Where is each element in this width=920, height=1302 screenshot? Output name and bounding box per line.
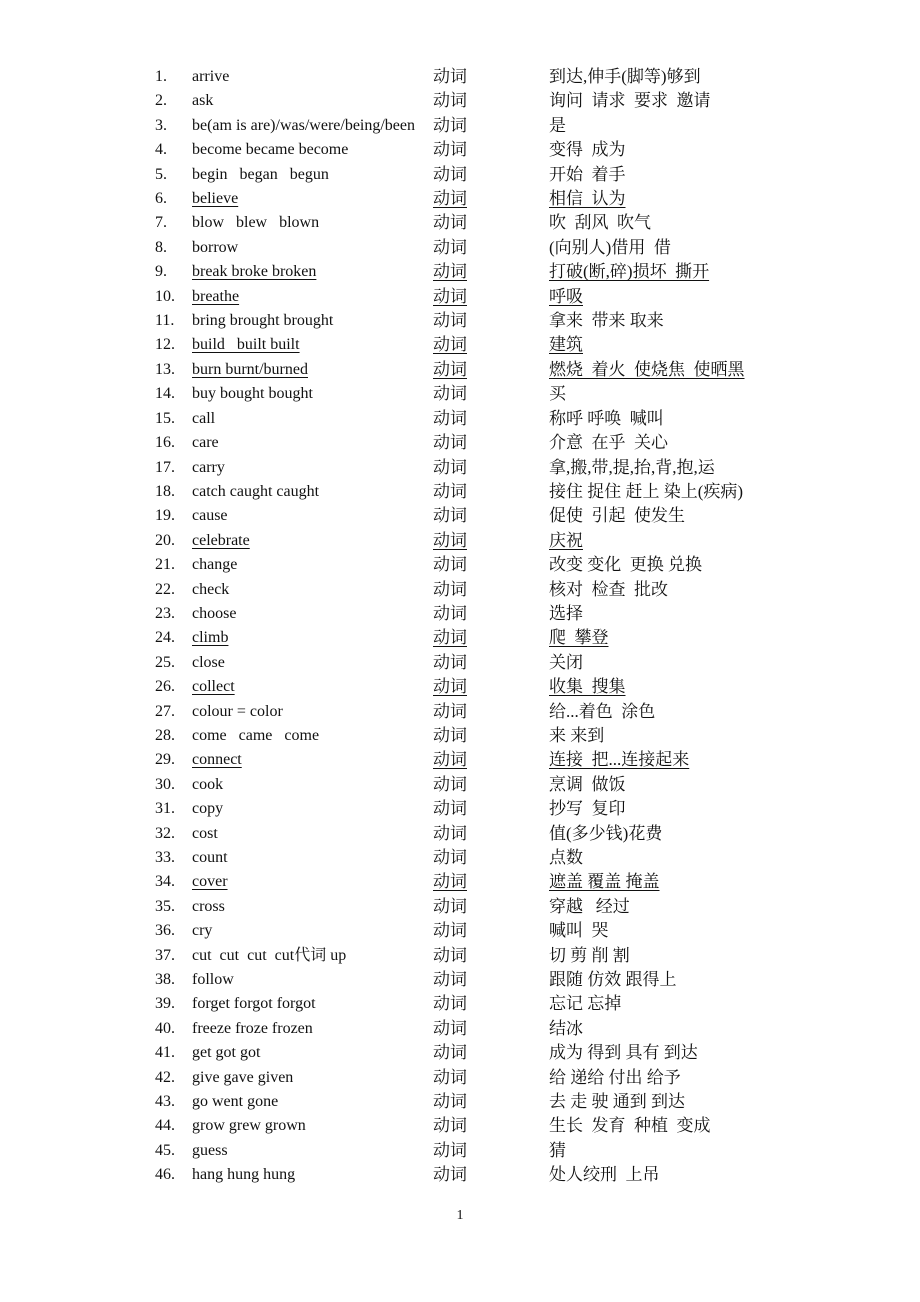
part-of-speech: 动词 xyxy=(433,921,467,941)
row-number: 25. xyxy=(155,653,175,671)
row-number: 26. xyxy=(155,678,175,696)
english-word: cause xyxy=(192,507,228,525)
chinese-meaning: 核对 检查 批改 xyxy=(549,579,668,599)
part-of-speech: 动词 xyxy=(433,1140,467,1160)
chinese-meaning: 来 来到 xyxy=(549,725,605,745)
row-number: 41. xyxy=(155,1044,175,1062)
row-number: 14. xyxy=(155,385,175,403)
english-word: be(am is are)/was/were/being/been xyxy=(192,116,416,134)
chinese-meaning: 是 xyxy=(549,115,566,135)
vocab-row xyxy=(155,724,890,748)
vocab-row xyxy=(155,114,890,138)
part-of-speech: 动词 xyxy=(433,189,467,209)
vocab-row xyxy=(155,602,890,626)
english-word: climb xyxy=(192,629,229,647)
row-number: 4. xyxy=(155,141,167,159)
english-word: guess xyxy=(192,1141,228,1159)
vocab-row xyxy=(155,504,890,528)
vocab-row xyxy=(155,773,890,797)
english-word: hang hung hung xyxy=(192,1166,296,1184)
row-number: 15. xyxy=(155,409,175,427)
row-number: 46. xyxy=(155,1166,175,1184)
vocab-row xyxy=(155,968,890,992)
row-number: 3. xyxy=(155,116,167,134)
chinese-meaning: 称呼 呼唤 喊叫 xyxy=(549,408,664,428)
vocab-row xyxy=(155,700,890,724)
vocab-row xyxy=(155,675,890,699)
english-word: catch caught caught xyxy=(192,482,320,500)
chinese-meaning: 接住 捉住 赶上 染上(疾病) xyxy=(549,481,744,501)
english-word: come came come xyxy=(192,726,320,744)
english-word: arrive xyxy=(192,68,230,85)
chinese-meaning: 买 xyxy=(549,384,566,404)
vocab-row xyxy=(155,1041,890,1065)
part-of-speech: 动词 xyxy=(433,91,467,111)
english-word: cost xyxy=(192,824,218,842)
chinese-meaning: 介意 在乎 关心 xyxy=(549,433,668,453)
row-number: 10. xyxy=(155,287,175,305)
english-word: connect xyxy=(192,751,242,769)
part-of-speech: 动词 xyxy=(433,433,467,453)
chinese-meaning: 促使 引起 使发生 xyxy=(549,506,685,526)
english-word: colour = color xyxy=(192,702,283,720)
part-of-speech: 动词 xyxy=(433,1092,467,1112)
part-of-speech: 动词 xyxy=(433,677,467,697)
chinese-meaning: 给 递给 付出 给予 xyxy=(549,1067,681,1087)
part-of-speech: 动词 xyxy=(433,799,467,819)
vocab-row xyxy=(155,944,890,968)
chinese-meaning: 燃烧 着火 使烧焦 使晒黑 xyxy=(549,359,745,379)
row-number: 36. xyxy=(155,922,175,940)
chinese-meaning: 收集 搜集 xyxy=(549,677,626,697)
part-of-speech: 动词 xyxy=(433,115,467,135)
vocab-row xyxy=(155,992,890,1016)
vocab-row xyxy=(155,1163,890,1187)
vocab-row xyxy=(155,1090,890,1114)
vocab-row xyxy=(155,138,890,162)
row-number: 38. xyxy=(155,971,175,989)
chinese-meaning: 生长 发育 种植 变成 xyxy=(549,1116,711,1136)
chinese-meaning: 关闭 xyxy=(549,652,583,672)
english-word: go went gone xyxy=(192,1093,279,1111)
english-word: carry xyxy=(192,458,225,476)
chinese-meaning: 去 走 驶 通到 到达 xyxy=(549,1092,685,1112)
english-word: break broke broken xyxy=(192,263,317,281)
english-word: close xyxy=(192,653,225,671)
vocab-row xyxy=(155,260,890,284)
vocab-row xyxy=(155,919,890,943)
row-number: 18. xyxy=(155,482,175,500)
part-of-speech: 动词 xyxy=(433,725,467,745)
vocab-row xyxy=(155,529,890,553)
vocab-row xyxy=(155,1066,890,1090)
chinese-meaning: (向别人)借用 借 xyxy=(549,237,671,257)
row-number: 37. xyxy=(155,946,175,964)
chinese-meaning: 猜 xyxy=(549,1140,566,1160)
chinese-meaning: 结冰 xyxy=(549,1018,583,1038)
row-number: 23. xyxy=(155,604,175,622)
chinese-meaning: 拿来 带来 取来 xyxy=(549,311,664,331)
row-number: 45. xyxy=(155,1141,175,1159)
part-of-speech: 动词 xyxy=(433,1165,467,1185)
english-word: cross xyxy=(192,897,225,915)
chinese-meaning: 拿,搬,带,提,抬,背,抱,运 xyxy=(549,457,715,477)
chinese-meaning: 连接 把...连接起来 xyxy=(549,750,690,770)
row-number: 30. xyxy=(155,775,175,793)
english-word: forget forgot forgot xyxy=(192,995,316,1013)
chinese-meaning: 吹 刮风 吹气 xyxy=(549,213,651,233)
row-number: 21. xyxy=(155,556,175,574)
part-of-speech: 动词 xyxy=(433,359,467,379)
part-of-speech: 动词 xyxy=(433,750,467,770)
vocab-list xyxy=(155,65,890,1188)
part-of-speech: 动词 xyxy=(433,555,467,575)
part-of-speech: 动词 xyxy=(433,457,467,477)
vocab-row xyxy=(155,358,890,382)
part-of-speech: 动词 xyxy=(433,970,467,990)
english-word: care xyxy=(192,434,219,452)
english-word: call xyxy=(192,409,216,427)
english-word: breathe xyxy=(192,287,240,305)
part-of-speech: 动词 xyxy=(433,506,467,526)
part-of-speech: 动词 xyxy=(433,1018,467,1038)
part-of-speech: 动词 xyxy=(433,994,467,1014)
vocab-row xyxy=(155,480,890,504)
row-number: 39. xyxy=(155,995,175,1013)
part-of-speech: 动词 xyxy=(433,335,467,355)
vocab-row xyxy=(155,333,890,357)
vocab-row xyxy=(155,797,890,821)
chinese-meaning: 遮盖 覆盖 掩盖 xyxy=(549,872,660,892)
chinese-meaning: 处人绞刑 上吊 xyxy=(549,1165,660,1185)
part-of-speech: 动词 xyxy=(433,848,467,867)
part-of-speech: 动词 xyxy=(433,1116,467,1136)
row-number: 19. xyxy=(155,507,175,525)
part-of-speech: 动词 xyxy=(433,1067,467,1087)
vocab-row xyxy=(155,309,890,333)
part-of-speech: 动词 xyxy=(433,579,467,599)
row-number: 8. xyxy=(155,238,167,256)
row-number: 29. xyxy=(155,751,175,769)
row-number: 17. xyxy=(155,458,175,476)
chinese-meaning: 穿越 经过 xyxy=(549,896,630,916)
chinese-meaning: 抄写 复印 xyxy=(549,799,626,819)
chinese-meaning: 忘记 忘掉 xyxy=(549,994,622,1014)
row-number: 5. xyxy=(155,165,167,183)
row-number: 13. xyxy=(155,360,175,378)
page-number: 1 xyxy=(456,1208,464,1223)
chinese-meaning: 点数 xyxy=(549,848,583,867)
vocab-row xyxy=(155,1017,890,1041)
chinese-meaning: 切 剪 削 割 xyxy=(549,945,630,965)
chinese-meaning: 打破(断,碎)损坏 撕开 xyxy=(549,262,710,282)
part-of-speech: 动词 xyxy=(433,213,467,233)
english-word: cover xyxy=(192,873,228,891)
row-number: 1. xyxy=(155,68,167,85)
chinese-meaning: 成为 得到 具有 到达 xyxy=(549,1043,698,1063)
chinese-meaning: 烹调 做饭 xyxy=(549,774,626,794)
vocab-row xyxy=(155,822,890,846)
english-word: check xyxy=(192,580,230,598)
part-of-speech: 动词 xyxy=(433,652,467,672)
row-number: 2. xyxy=(155,92,167,110)
chinese-meaning: 询问 请求 要求 邀请 xyxy=(549,91,711,111)
vocab-row xyxy=(155,163,890,187)
chinese-meaning: 爬 攀登 xyxy=(549,628,609,648)
row-number: 42. xyxy=(155,1068,175,1086)
vocab-row xyxy=(155,285,890,309)
chinese-meaning: 建筑 xyxy=(549,335,583,355)
vocab-row xyxy=(155,1139,890,1163)
english-word: cut cut cut cut代词 up xyxy=(192,946,347,964)
english-word: give gave given xyxy=(192,1068,294,1086)
part-of-speech: 动词 xyxy=(433,530,467,550)
english-word: become became become xyxy=(192,141,349,159)
row-number: 9. xyxy=(155,263,167,281)
part-of-speech: 动词 xyxy=(433,774,467,794)
english-word: believe xyxy=(192,190,239,208)
row-number: 35. xyxy=(155,897,175,915)
row-number: 43. xyxy=(155,1093,175,1111)
part-of-speech: 动词 xyxy=(433,140,467,160)
row-number: 31. xyxy=(155,800,175,818)
part-of-speech: 动词 xyxy=(433,262,467,282)
row-number: 12. xyxy=(155,336,175,354)
english-word: buy bought bought xyxy=(192,385,313,403)
english-word: collect xyxy=(192,678,235,696)
row-number: 7. xyxy=(155,214,167,232)
row-number: 11. xyxy=(155,312,175,330)
vocab-row xyxy=(155,65,890,89)
english-word: change xyxy=(192,556,238,574)
vocab-row xyxy=(155,748,890,772)
chinese-meaning: 给...着色 涂色 xyxy=(549,701,656,721)
vocab-row xyxy=(155,211,890,235)
english-word: cry xyxy=(192,922,213,940)
chinese-meaning: 值(多少钱)花费 xyxy=(549,823,663,843)
english-word: copy xyxy=(192,800,224,818)
english-word: celebrate xyxy=(192,531,250,549)
row-number: 32. xyxy=(155,824,175,842)
part-of-speech: 动词 xyxy=(433,67,467,86)
chinese-meaning: 喊叫 哭 xyxy=(549,921,609,941)
english-word: burn burnt/burned xyxy=(192,360,308,378)
vocab-row xyxy=(155,870,890,894)
english-word: build built built xyxy=(192,336,300,354)
english-word: grow grew grown xyxy=(192,1117,306,1135)
chinese-meaning: 选择 xyxy=(549,603,583,623)
vocab-row xyxy=(155,553,890,577)
part-of-speech: 动词 xyxy=(433,311,467,331)
english-word: blow blew blown xyxy=(192,214,320,232)
english-word: follow xyxy=(192,971,234,989)
part-of-speech: 动词 xyxy=(433,628,467,648)
row-number: 34. xyxy=(155,873,175,891)
chinese-meaning: 改变 变化 更换 兑换 xyxy=(549,555,702,575)
chinese-meaning: 跟随 仿效 跟得上 xyxy=(549,970,677,990)
chinese-meaning: 庆祝 xyxy=(549,530,583,550)
row-number: 20. xyxy=(155,531,175,549)
row-number: 24. xyxy=(155,629,175,647)
vocab-row xyxy=(155,431,890,455)
vocab-row xyxy=(155,187,890,211)
vocab-row xyxy=(155,846,890,870)
vocab-row xyxy=(155,1114,890,1138)
part-of-speech: 动词 xyxy=(433,701,467,721)
part-of-speech: 动词 xyxy=(433,286,467,306)
english-word: freeze froze frozen xyxy=(192,1019,313,1037)
part-of-speech: 动词 xyxy=(433,945,467,965)
chinese-meaning: 开始 着手 xyxy=(549,164,626,184)
vocab-row xyxy=(155,651,890,675)
vocab-row xyxy=(155,382,890,406)
row-number: 16. xyxy=(155,434,175,452)
chinese-meaning: 到达,伸手(脚等)够到 xyxy=(549,67,701,86)
english-word: begin began begun xyxy=(192,165,329,183)
part-of-speech: 动词 xyxy=(433,896,467,916)
part-of-speech: 动词 xyxy=(433,823,467,843)
english-word: count xyxy=(192,849,228,866)
part-of-speech: 动词 xyxy=(433,237,467,257)
row-number: 22. xyxy=(155,580,175,598)
row-number: 6. xyxy=(155,190,167,208)
part-of-speech: 动词 xyxy=(433,1043,467,1063)
row-number: 27. xyxy=(155,702,175,720)
english-word: choose xyxy=(192,604,237,622)
vocab-row xyxy=(155,626,890,650)
row-number: 33. xyxy=(155,849,175,866)
english-word: cook xyxy=(192,775,224,793)
part-of-speech: 动词 xyxy=(433,603,467,623)
chinese-meaning: 呼吸 xyxy=(549,286,583,306)
english-word: ask xyxy=(192,92,214,110)
part-of-speech: 动词 xyxy=(433,872,467,892)
part-of-speech: 动词 xyxy=(433,164,467,184)
vocab-row xyxy=(155,578,890,602)
vocab-row xyxy=(155,236,890,260)
english-word: get got got xyxy=(192,1044,261,1062)
chinese-meaning: 变得 成为 xyxy=(549,140,626,160)
vocab-row xyxy=(155,895,890,919)
part-of-speech: 动词 xyxy=(433,384,467,404)
row-number: 28. xyxy=(155,726,175,744)
vocab-row xyxy=(155,407,890,431)
part-of-speech: 动词 xyxy=(433,408,467,428)
row-number: 40. xyxy=(155,1019,175,1037)
chinese-meaning: 相信 认为 xyxy=(549,189,626,209)
row-number: 44. xyxy=(155,1117,175,1135)
english-word: bring brought brought xyxy=(192,312,334,330)
vocab-row xyxy=(155,456,890,480)
english-word: borrow xyxy=(192,238,239,256)
vocab-row xyxy=(155,89,890,113)
part-of-speech: 动词 xyxy=(433,481,467,501)
